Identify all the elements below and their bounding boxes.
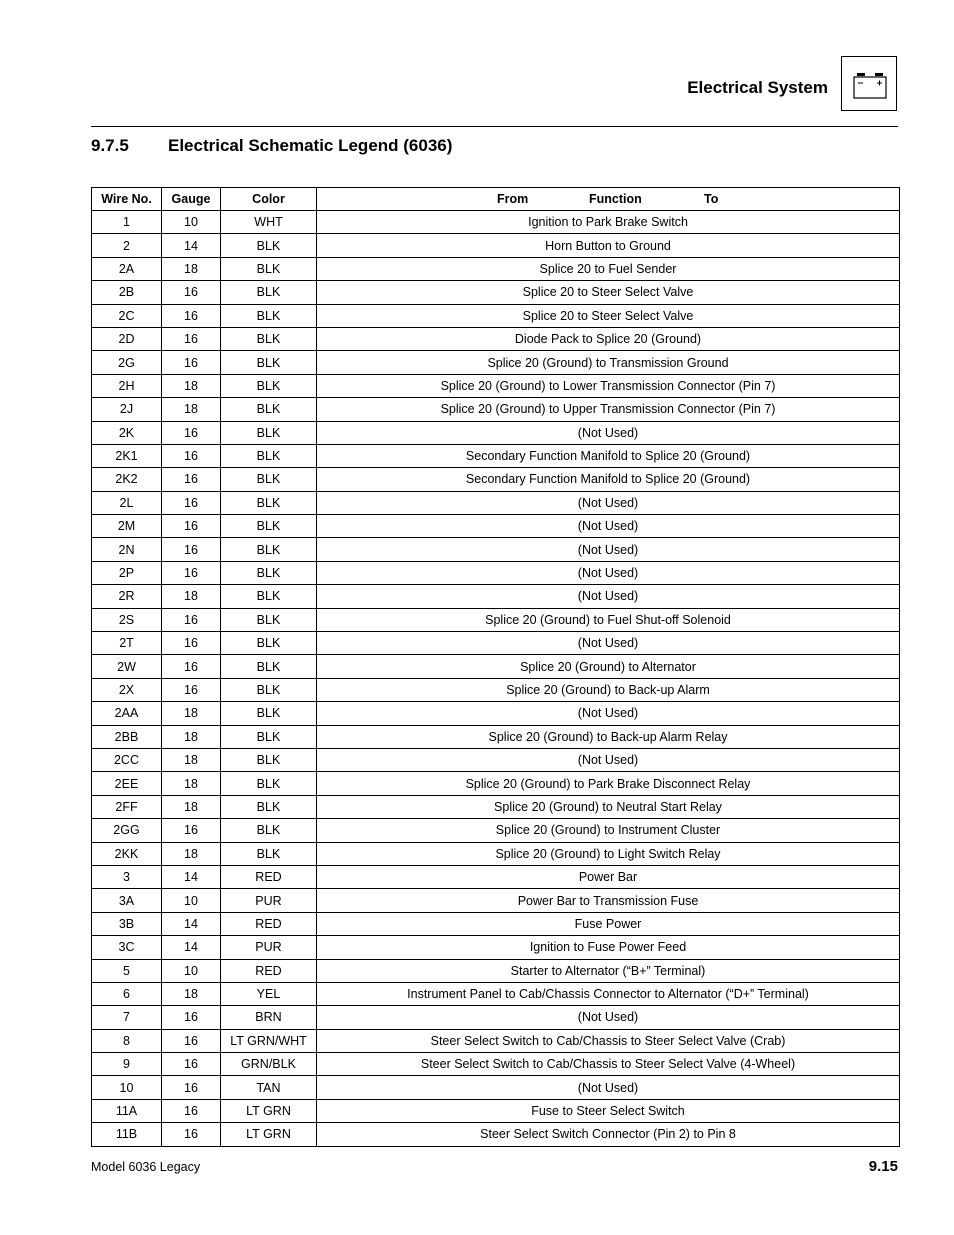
gauge-cell: 16 [162, 491, 221, 514]
table-row [92, 912, 900, 935]
wire-no-cell: 2A [92, 257, 162, 280]
wire-legend-table [91, 187, 900, 1147]
color-cell: BLK [221, 655, 317, 678]
footer-model: Model 6036 Legacy [91, 1160, 201, 1174]
table-row [92, 1029, 900, 1052]
gauge-cell: 16 [162, 608, 221, 631]
color-cell: BLK [221, 748, 317, 771]
function-cell: (Not Used) [317, 585, 900, 608]
function-cell: (Not Used) [317, 1076, 900, 1099]
color-cell: LT GRN [221, 1123, 317, 1146]
color-cell: LT GRN [221, 1099, 317, 1122]
col-header-color: Color [221, 188, 317, 211]
color-cell: BLK [221, 444, 317, 467]
wire-no-cell: 2N [92, 538, 162, 561]
function-cell: (Not Used) [317, 1006, 900, 1029]
wire-no-cell: 10 [92, 1076, 162, 1099]
wire-no-cell: 2C [92, 304, 162, 327]
table-row [92, 819, 900, 842]
wire-no-cell: 6 [92, 982, 162, 1005]
gauge-cell: 16 [162, 678, 221, 701]
gauge-cell: 16 [162, 655, 221, 678]
wire-no-cell: 3A [92, 889, 162, 912]
wire-no-cell: 5 [92, 959, 162, 982]
wire-no-cell: 2J [92, 398, 162, 421]
footer-page-number: 9.15 [868, 1158, 898, 1175]
color-cell: PUR [221, 889, 317, 912]
gauge-cell: 10 [162, 889, 221, 912]
table-row [92, 678, 900, 701]
gauge-cell: 16 [162, 1053, 221, 1076]
wire-no-cell: 2P [92, 561, 162, 584]
gauge-cell: 10 [162, 211, 221, 234]
wire-no-cell: 2K [92, 421, 162, 444]
wire-no-cell: 2X [92, 678, 162, 701]
function-cell: Horn Button to Ground [317, 234, 900, 257]
function-cell: Splice 20 (Ground) to Light Switch Relay [317, 842, 900, 865]
color-cell: RED [221, 912, 317, 935]
wire-no-cell: 2BB [92, 725, 162, 748]
wire-no-cell: 2K2 [92, 468, 162, 491]
color-cell: BLK [221, 819, 317, 842]
function-cell: Instrument Panel to Cab/Chassis Connector to Alternator (“D+” Terminal) [317, 982, 900, 1005]
function-cell: (Not Used) [317, 561, 900, 584]
function-cell: Secondary Function Manifold to Splice 20 (Ground) [317, 468, 900, 491]
color-cell: BLK [221, 795, 317, 818]
table-row [92, 795, 900, 818]
function-cell: Splice 20 to Steer Select Valve [317, 304, 900, 327]
function-cell: Ignition to Fuse Power Feed [317, 936, 900, 959]
col-header-from: From [497, 192, 529, 206]
wire-no-cell: 2D [92, 327, 162, 350]
gauge-cell: 16 [162, 538, 221, 561]
color-cell: BLK [221, 281, 317, 304]
gauge-cell: 14 [162, 936, 221, 959]
gauge-cell: 18 [162, 842, 221, 865]
wire-no-cell: 2KK [92, 842, 162, 865]
table-row [92, 632, 900, 655]
wire-no-cell: 2EE [92, 772, 162, 795]
gauge-cell: 16 [162, 819, 221, 842]
function-cell: Splice 20 (Ground) to Transmission Ground [317, 351, 900, 374]
color-cell: BLK [221, 632, 317, 655]
table-row [92, 351, 900, 374]
wire-no-cell: 2H [92, 374, 162, 397]
gauge-cell: 10 [162, 959, 221, 982]
color-cell: GRN/BLK [221, 1053, 317, 1076]
wire-no-cell: 2L [92, 491, 162, 514]
gauge-cell: 16 [162, 304, 221, 327]
table-row [92, 1076, 900, 1099]
function-cell: Splice 20 (Ground) to Lower Transmission Connector (Pin 7) [317, 374, 900, 397]
col-header-to: To [704, 192, 719, 206]
function-cell: (Not Used) [317, 702, 900, 725]
function-cell: Fuse to Steer Select Switch [317, 1099, 900, 1122]
color-cell: BLK [221, 351, 317, 374]
wire-no-cell: 3C [92, 936, 162, 959]
wire-no-cell: 7 [92, 1006, 162, 1029]
color-cell: RED [221, 865, 317, 888]
color-cell: BLK [221, 702, 317, 725]
function-cell: Splice 20 (Ground) to Upper Transmission Connector (Pin 7) [317, 398, 900, 421]
function-cell: Splice 20 (Ground) to Back-up Alarm Relay [317, 725, 900, 748]
gauge-cell: 16 [162, 1076, 221, 1099]
wire-no-cell: 2R [92, 585, 162, 608]
gauge-cell: 16 [162, 444, 221, 467]
function-cell: Diode Pack to Splice 20 (Ground) [317, 327, 900, 350]
color-cell: BLK [221, 491, 317, 514]
table-row [92, 515, 900, 538]
table-row [92, 234, 900, 257]
function-cell: (Not Used) [317, 538, 900, 561]
table-row [92, 959, 900, 982]
gauge-cell: 16 [162, 1123, 221, 1146]
gauge-cell: 16 [162, 561, 221, 584]
section-number: 9.7.5 [91, 136, 129, 155]
color-cell: BLK [221, 327, 317, 350]
wire-no-cell: 11B [92, 1123, 162, 1146]
table-row [92, 257, 900, 280]
table-row [92, 304, 900, 327]
color-cell: BLK [221, 585, 317, 608]
wire-no-cell: 2FF [92, 795, 162, 818]
wire-no-cell: 2B [92, 281, 162, 304]
gauge-cell: 18 [162, 257, 221, 280]
color-cell: BLK [221, 398, 317, 421]
table-row [92, 211, 900, 234]
function-cell: (Not Used) [317, 748, 900, 771]
color-cell: BLK [221, 515, 317, 538]
table-row [92, 842, 900, 865]
gauge-cell: 14 [162, 865, 221, 888]
gauge-cell: 18 [162, 795, 221, 818]
table-row [92, 1099, 900, 1122]
table-row [92, 444, 900, 467]
table-row [92, 491, 900, 514]
gauge-cell: 18 [162, 772, 221, 795]
wire-no-cell: 2GG [92, 819, 162, 842]
function-cell: Power Bar to Transmission Fuse [317, 889, 900, 912]
color-cell: BLK [221, 374, 317, 397]
gauge-cell: 16 [162, 468, 221, 491]
function-cell: Splice 20 (Ground) to Back-up Alarm [317, 678, 900, 701]
header-divider [91, 126, 898, 127]
function-cell: Splice 20 (Ground) to Fuel Shut-off Solenoid [317, 608, 900, 631]
wire-no-cell: 2S [92, 608, 162, 631]
table-row [92, 1123, 900, 1146]
table-row [92, 585, 900, 608]
table-body [92, 211, 900, 1147]
gauge-cell: 18 [162, 748, 221, 771]
table-row [92, 421, 900, 444]
table-row [92, 374, 900, 397]
table-row [92, 561, 900, 584]
table-row [92, 889, 900, 912]
color-cell: BLK [221, 468, 317, 491]
wire-no-cell: 9 [92, 1053, 162, 1076]
wire-no-cell: 3B [92, 912, 162, 935]
color-cell: WHT [221, 211, 317, 234]
color-cell: BLK [221, 608, 317, 631]
wire-no-cell: 2G [92, 351, 162, 374]
function-cell: Secondary Function Manifold to Splice 20 (Ground) [317, 444, 900, 467]
wire-no-cell: 2M [92, 515, 162, 538]
col-header-wire-no: Wire No. [92, 188, 162, 211]
function-cell: (Not Used) [317, 515, 900, 538]
wire-no-cell: 2CC [92, 748, 162, 771]
gauge-cell: 18 [162, 982, 221, 1005]
wire-no-cell: 2T [92, 632, 162, 655]
table-row [92, 281, 900, 304]
table-row [92, 982, 900, 1005]
function-cell: Fuse Power [317, 912, 900, 935]
function-cell: Splice 20 to Fuel Sender [317, 257, 900, 280]
table-row [92, 655, 900, 678]
color-cell: LT GRN/WHT [221, 1029, 317, 1052]
gauge-cell: 16 [162, 421, 221, 444]
table-row [92, 1006, 900, 1029]
wire-no-cell: 2 [92, 234, 162, 257]
table-row [92, 608, 900, 631]
table-row [92, 865, 900, 888]
color-cell: BLK [221, 538, 317, 561]
color-cell: BLK [221, 842, 317, 865]
gauge-cell: 16 [162, 632, 221, 655]
table-row [92, 936, 900, 959]
gauge-cell: 18 [162, 702, 221, 725]
gauge-cell: 18 [162, 585, 221, 608]
wire-no-cell: 2AA [92, 702, 162, 725]
wire-no-cell: 1 [92, 211, 162, 234]
color-cell: BLK [221, 725, 317, 748]
color-cell: PUR [221, 936, 317, 959]
gauge-cell: 16 [162, 1029, 221, 1052]
gauge-cell: 16 [162, 1006, 221, 1029]
table-row [92, 538, 900, 561]
gauge-cell: 18 [162, 374, 221, 397]
table-row [92, 725, 900, 748]
gauge-cell: 16 [162, 515, 221, 538]
function-cell: Steer Select Switch to Cab/Chassis to Steer Select Valve (Crab) [317, 1029, 900, 1052]
gauge-cell: 14 [162, 234, 221, 257]
gauge-cell: 14 [162, 912, 221, 935]
color-cell: BRN [221, 1006, 317, 1029]
gauge-cell: 16 [162, 327, 221, 350]
function-cell: Steer Select Switch Connector (Pin 2) to Pin 8 [317, 1123, 900, 1146]
function-cell: (Not Used) [317, 491, 900, 514]
wire-no-cell: 2W [92, 655, 162, 678]
function-cell: Ignition to Park Brake Switch [317, 211, 900, 234]
function-cell: (Not Used) [317, 421, 900, 444]
table-row [92, 468, 900, 491]
function-cell: Splice 20 to Steer Select Valve [317, 281, 900, 304]
section-heading [91, 136, 452, 156]
color-cell: BLK [221, 234, 317, 257]
color-cell: TAN [221, 1076, 317, 1099]
battery-icon [842, 57, 896, 110]
table-row [92, 1053, 900, 1076]
color-cell: BLK [221, 257, 317, 280]
wire-no-cell: 3 [92, 865, 162, 888]
section-title: Electrical Schematic Legend (6036) [168, 136, 453, 155]
function-cell: Splice 20 (Ground) to Neutral Start Relay [317, 795, 900, 818]
gauge-cell: 18 [162, 725, 221, 748]
table-row [92, 748, 900, 771]
color-cell: BLK [221, 304, 317, 327]
color-cell: YEL [221, 982, 317, 1005]
table-header-row [92, 188, 900, 211]
function-cell: (Not Used) [317, 632, 900, 655]
function-cell: Starter to Alternator (“B+” Terminal) [317, 959, 900, 982]
wire-no-cell: 2K1 [92, 444, 162, 467]
col-header-function [317, 188, 900, 211]
function-cell: Splice 20 (Ground) to Park Brake Disconnect Relay [317, 772, 900, 795]
col-header-gauge: Gauge [162, 188, 221, 211]
wire-no-cell: 11A [92, 1099, 162, 1122]
color-cell: BLK [221, 678, 317, 701]
table-row [92, 702, 900, 725]
battery-icon-box [841, 56, 897, 111]
color-cell: BLK [221, 772, 317, 795]
gauge-cell: 16 [162, 351, 221, 374]
gauge-cell: 16 [162, 1099, 221, 1122]
col-header-function-label: Function [589, 192, 642, 206]
function-cell: Steer Select Switch to Cab/Chassis to Steer Select Valve (4-Wheel) [317, 1053, 900, 1076]
color-cell: RED [221, 959, 317, 982]
wire-no-cell: 8 [92, 1029, 162, 1052]
table-row [92, 772, 900, 795]
gauge-cell: 18 [162, 398, 221, 421]
color-cell: BLK [221, 421, 317, 444]
function-cell: Power Bar [317, 865, 900, 888]
table-row [92, 327, 900, 350]
table-row [92, 398, 900, 421]
page-header-title: Electrical System [687, 78, 828, 97]
function-cell: Splice 20 (Ground) to Alternator [317, 655, 900, 678]
color-cell: BLK [221, 561, 317, 584]
gauge-cell: 16 [162, 281, 221, 304]
function-cell: Splice 20 (Ground) to Instrument Cluster [317, 819, 900, 842]
